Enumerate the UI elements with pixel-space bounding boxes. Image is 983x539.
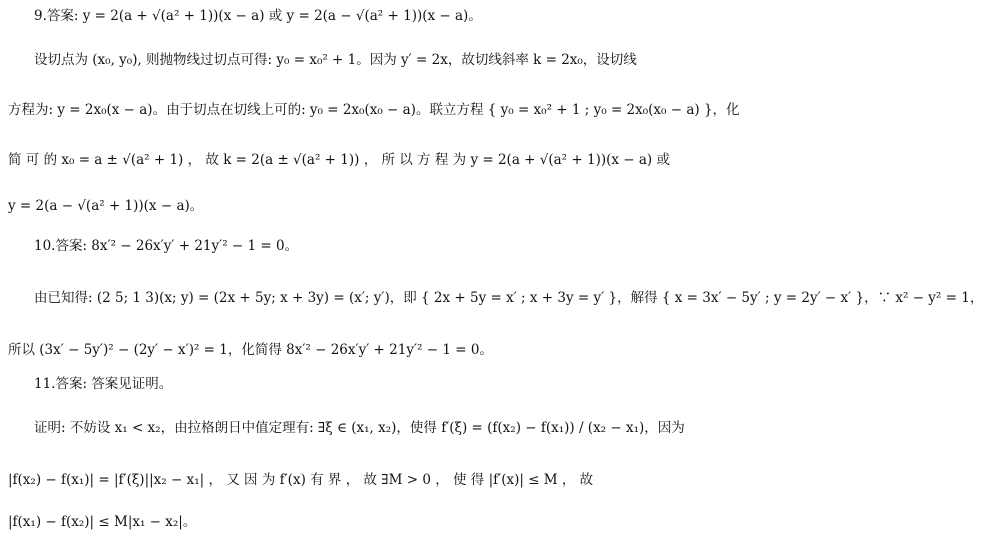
- answer-11-line-1: 证明: 不妨设 x₁ < x₂，由拉格朗日中值定理有: ∃ξ ∈ (x₁, x₂)，使得 f′(ξ) = (f(x₂) − f(x₁)) / (x₂ − x₁)，因为: [34, 420, 685, 436]
- answer-9-line-3: 简 可 的 x₀ = a ± √(a² + 1) ， 故 k = 2(a ± √(a² + 1)) ， 所 以 方 程 为 y = 2(a + √(a² + 1))(x − a) 或: [8, 152, 670, 168]
- answer-11-line-2: |f(x₂) − f(x₁)| = |f′(ξ)||x₂ − x₁| ， 又 因 为 f′(x) 有 界 ， 故 ∃M > 0 ， 使 得 |f′(x)| ≤ M ， 故: [8, 472, 594, 488]
- answer-11-line-3: |f(x₁) − f(x₂)| ≤ M|x₁ − x₂|。: [8, 514, 197, 530]
- answer-9-heading: 9.答案: y = 2(a + √(a² + 1))(x − a) 或 y = 2(a − √(a² + 1))(x − a)。: [34, 8, 482, 24]
- answer-9-line-4: y = 2(a − √(a² + 1))(x − a)。: [8, 198, 204, 214]
- answer-11-heading: 11.答案: 答案见证明。: [34, 376, 173, 392]
- answer-9-line-1: 设切点为 (x₀, y₀), 则抛物线过切点可得: y₀ = x₀² + 1。因为 y′ = 2x，故切线斜率 k = 2x₀，设切线: [34, 52, 637, 68]
- answer-10-heading: 10.答案: 8x′² − 26x′y′ + 21y′² − 1 = 0。: [34, 238, 299, 254]
- answer-10-line-2: 所以 (3x′ − 5y′)² − (2y′ − x′)² = 1，化简得 8x′² − 26x′y′ + 21y′² − 1 = 0。: [8, 342, 493, 358]
- answer-10-line-1: 由已知得: (2 5; 1 3)(x; y) = (2x + 5y; x + 3y) = (x′; y′)，即 { 2x + 5y = x′ ; x + 3y = y′ }，解得 { x = 3x′ − 5y′ ; y = 2y′ − x′ }，∵ x² − y² = 1，: [34, 290, 983, 306]
- answer-9-line-2: 方程为: y = 2x₀(x − a)。由于切点在切线上可的: y₀ = 2x₀(x₀ − a)。联立方程 { y₀ = x₀² + 1 ; y₀ = 2x₀(x₀ − a) }，化: [8, 102, 740, 118]
